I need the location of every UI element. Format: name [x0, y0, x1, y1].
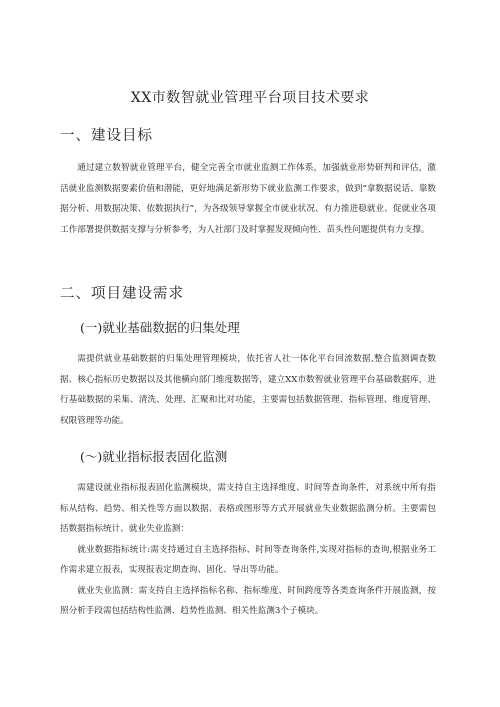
subsection-2-paragraph-3: 就业失业监测：需支持自主选择指标名称、指标维度、时间跨度等各类查询条件开展监测，按照分析手段需包括结构性监测、趋势性监测、相关性监测3个子模块。 [60, 585, 436, 616]
subsection-2-paragraph-2: 就业数据指标统计:需支持通过自主选择指标、时间等查询条件,实现对指标的查询,根据业务工作需求建立报表，实现报表定期查询、固化、导出等功能。 [60, 544, 436, 575]
subsection-1-heading: (一)就业基础数据的归集处理 [80, 320, 240, 335]
subsection-2-body [60, 478, 436, 622]
section-1-paragraph: 通过建立数智就业管理平台，健全完善全市就业监测工作体系，加强就业形势研判和评估，激活就业监测数据要素价值和潜能，更好地满足新形势下就业监测工作要求，做到“拿数据说话、靠数据分析、用数据决策、依数据执行”，为各级领导掌握全市就业状况、有力推进稳就业、促就业各项工作部署提供数据支撑与分析参考，为人社部门及时掌握发现倾向性、苗头性问题提供有力支撑。 [60, 163, 436, 235]
subsection-2-paragraph-1: 需建设就业指标报表固化监测模块，需支持自主选择维度、时间等查询条件，对系统中所有指标从结构、趋势、相关性等方面以数据、表格或图形等方式开展就业失业数据监测分析。主要需包括数据指标统计、就业失业监测： [60, 483, 436, 534]
section-2-heading: 二、项目建设需求 [60, 286, 184, 302]
section-1-body [60, 158, 436, 240]
document-title: XX市数智就业管理平台项目技术要求 [130, 90, 370, 106]
subsection-1-body [60, 349, 436, 431]
section-1-heading: 一、建设目标 [60, 128, 153, 144]
subsection-2-heading: (〜)就业指标报表固化监测 [80, 449, 228, 464]
subsection-1-paragraph: 需提供就业基础数据的归集处理管理模块，依托省人社一体化平台回流数据,整合监测调查数据、核心指标历史数据以及其他横向部门维度数据等，建立XX市数智就业管理平台基础数据库，进行基础数据的采集、清洗、处理、汇聚和比对功能，主要需包括数据管理、指标管理、维度管理、权限管理等功能。 [60, 354, 436, 426]
